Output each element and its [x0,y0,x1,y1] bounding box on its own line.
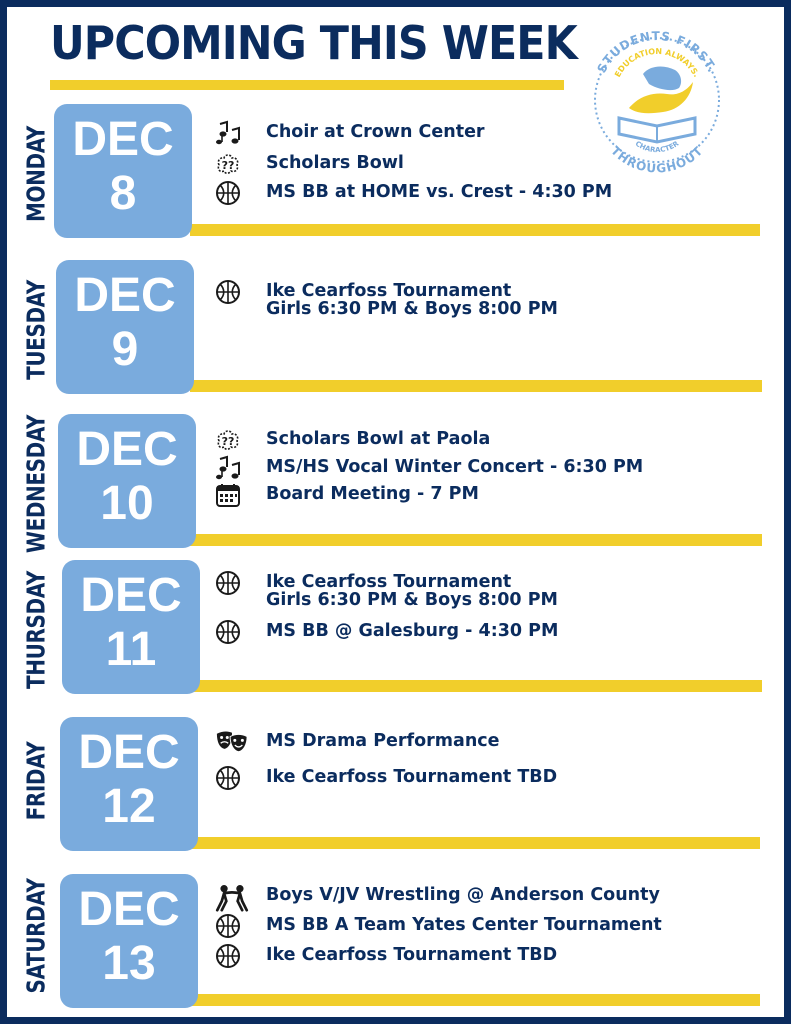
basketball-icon [215,913,241,939]
event-text: Ike Cearfoss Tournament TBD [266,767,558,787]
date-day: 10 [100,477,154,530]
event-text: Board Meeting - 7 PM [266,484,479,504]
event-text: MS BB at HOME vs. Crest - 4:30 PM [266,182,613,202]
day-divider-bar [190,380,762,392]
basketball-icon [215,180,241,206]
basketball-icon [215,619,241,645]
weekday-label-monday: MONDAY [21,126,51,222]
day-divider-bar [190,224,760,236]
date-day: 12 [102,780,156,833]
event-text: Ike Cearfoss Tournament TBD [266,945,558,965]
date-month: DEC [80,569,182,622]
day-divider-bar [190,994,760,1006]
school-logo [583,18,731,178]
date-month: DEC [76,423,178,476]
logo-inner-text: CHARACTER [633,139,681,155]
date-box-wednesday [58,414,196,548]
calendar-icon [215,482,241,508]
weekday-label-friday: FRIDAY [21,741,51,821]
day-divider-bar [190,534,762,546]
weekday-label-thursday: THURSDAY [21,571,51,689]
day-divider-bar [190,837,760,849]
date-box-monday [54,104,192,238]
weekday-label-wednesday: WEDNESDAY [21,414,51,554]
title-underline [50,80,564,90]
event-text: MS BB @ Galesburg - 4:30 PM [266,621,559,641]
event-text: MS Drama Performance [266,731,500,751]
date-month: DEC [72,113,174,166]
event-text: Choir at Crown Center [266,122,485,142]
basketball-icon [215,943,241,969]
basketball-icon [215,570,241,596]
date-day: 9 [111,323,139,376]
event-text: MS/HS Vocal Winter Concert - 6:30 PM [266,457,644,477]
logo-top-text: STUDENTS FIRST. [594,28,720,76]
svg-text:??: ?? [221,159,235,172]
event-text: Ike Cearfoss Tournament [266,572,512,592]
weekday-label-saturday: SATURDAY [21,878,51,994]
date-day: 13 [102,937,156,990]
event-text-line2: Girls 6:30 PM & Boys 8:00 PM [266,299,558,319]
svg-text:??: ?? [221,435,235,448]
date-box-thursday [62,560,200,694]
page-title: UPCOMING THIS WEEK [50,16,577,70]
day-divider-bar [190,680,762,692]
logo-middle-text: EDUCATION ALWAYS. [612,46,702,79]
brain-question-icon [215,427,241,453]
date-month: DEC [78,883,180,936]
basketball-icon [215,765,241,791]
event-text: Boys V/JV Wrestling @ Anderson County [266,885,660,905]
date-month: DEC [74,269,176,322]
date-day: 8 [109,167,137,220]
event-text: Ike Cearfoss Tournament [266,281,512,301]
music-notes-icon [215,120,241,146]
date-box-tuesday [56,260,194,394]
date-box-saturday [60,874,198,1008]
event-text: MS BB A Team Yates Center Tournament [266,915,662,935]
music-notes-icon [215,455,241,481]
event-text-line2: Girls 6:30 PM & Boys 8:00 PM [266,590,558,610]
drama-masks-icon [215,729,249,755]
date-box-friday [60,717,198,851]
brain-question-icon [215,151,241,177]
event-text: Scholars Bowl at Paola [266,429,491,449]
wrestling-icon [215,883,249,909]
weekday-label-tuesday: TUESDAY [21,280,51,380]
date-day: 11 [105,623,157,676]
logo-bottom-text: THROUGHOUT [608,143,706,176]
event-text: Scholars Bowl [266,153,404,173]
basketball-icon [215,279,241,305]
date-month: DEC [78,726,180,779]
